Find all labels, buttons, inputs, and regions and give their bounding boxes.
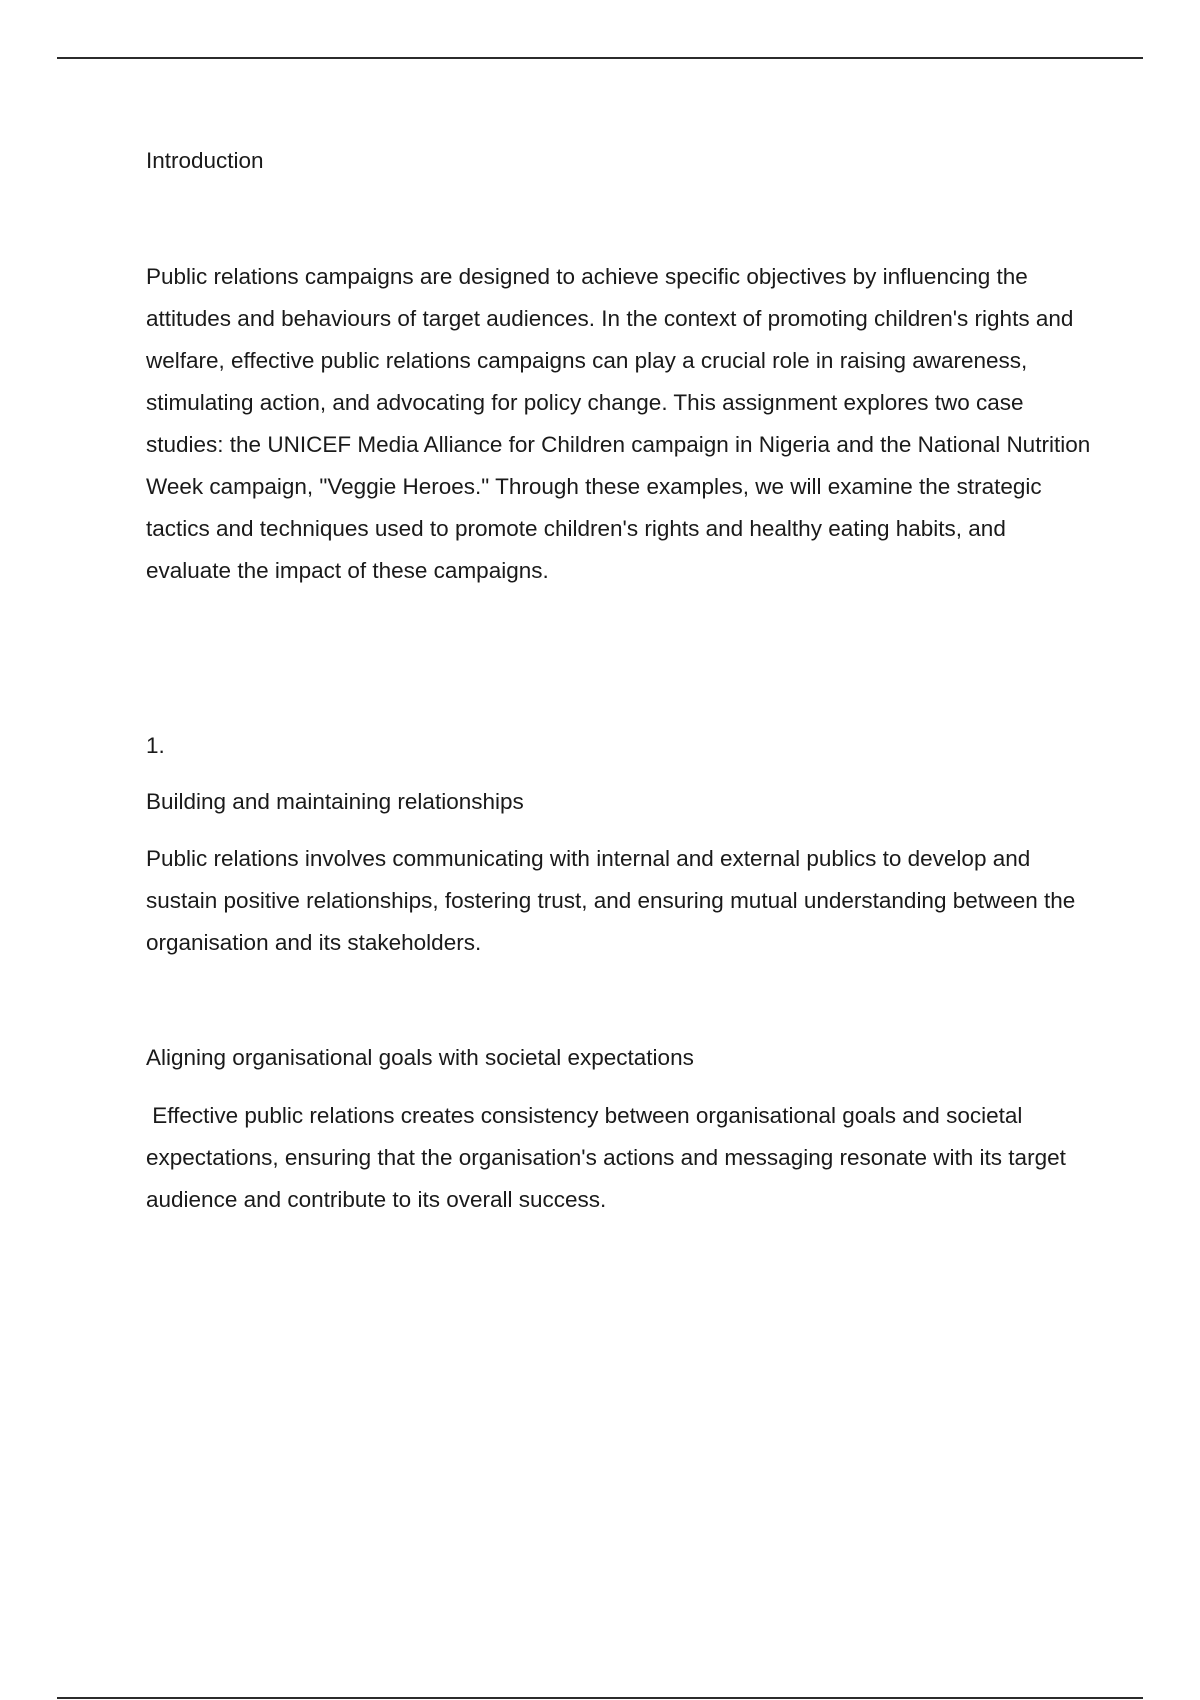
top-rule xyxy=(57,57,1143,59)
introduction-paragraph: Public relations campaigns are designed to achieve specific objectives by influencing the attitudes and behaviours of target audiences. In the context of promoting children's rights and welfare, effective public relations campaigns can play a crucial role in raising awareness, stimulating action, and advocating for policy change. This assignment explores two case studies: the UNICEF Media Alliance for Children campaign in Nigeria and the National Nutrition Week campaign, "Veggie Heroes." Through these examples, we will examine the strategic tactics and techniques used to promote children's rights and healthy eating habits, and evaluate the impact of these campaigns. xyxy=(146,264,1091,583)
section2-heading: Aligning organisational goals with societal expectations xyxy=(146,1045,694,1070)
introduction-heading: Introduction xyxy=(146,148,264,173)
section1-heading: Building and maintaining relationships xyxy=(146,789,524,814)
section-number: 1. xyxy=(146,733,165,758)
bottom-rule xyxy=(57,1697,1143,1699)
section1-paragraph: Public relations involves communicating with internal and external publics to develop and sustain positive relationships, fostering trust, and ensuring mutual understanding between the organisation and its stakeholders. xyxy=(146,846,1076,955)
section2-paragraph: Effective public relations creates consistency between organisational goals and societal expectations, ensuring that the organisation's actions and messaging resonate with its target audience and contribute to its overall success. xyxy=(146,1103,1073,1212)
